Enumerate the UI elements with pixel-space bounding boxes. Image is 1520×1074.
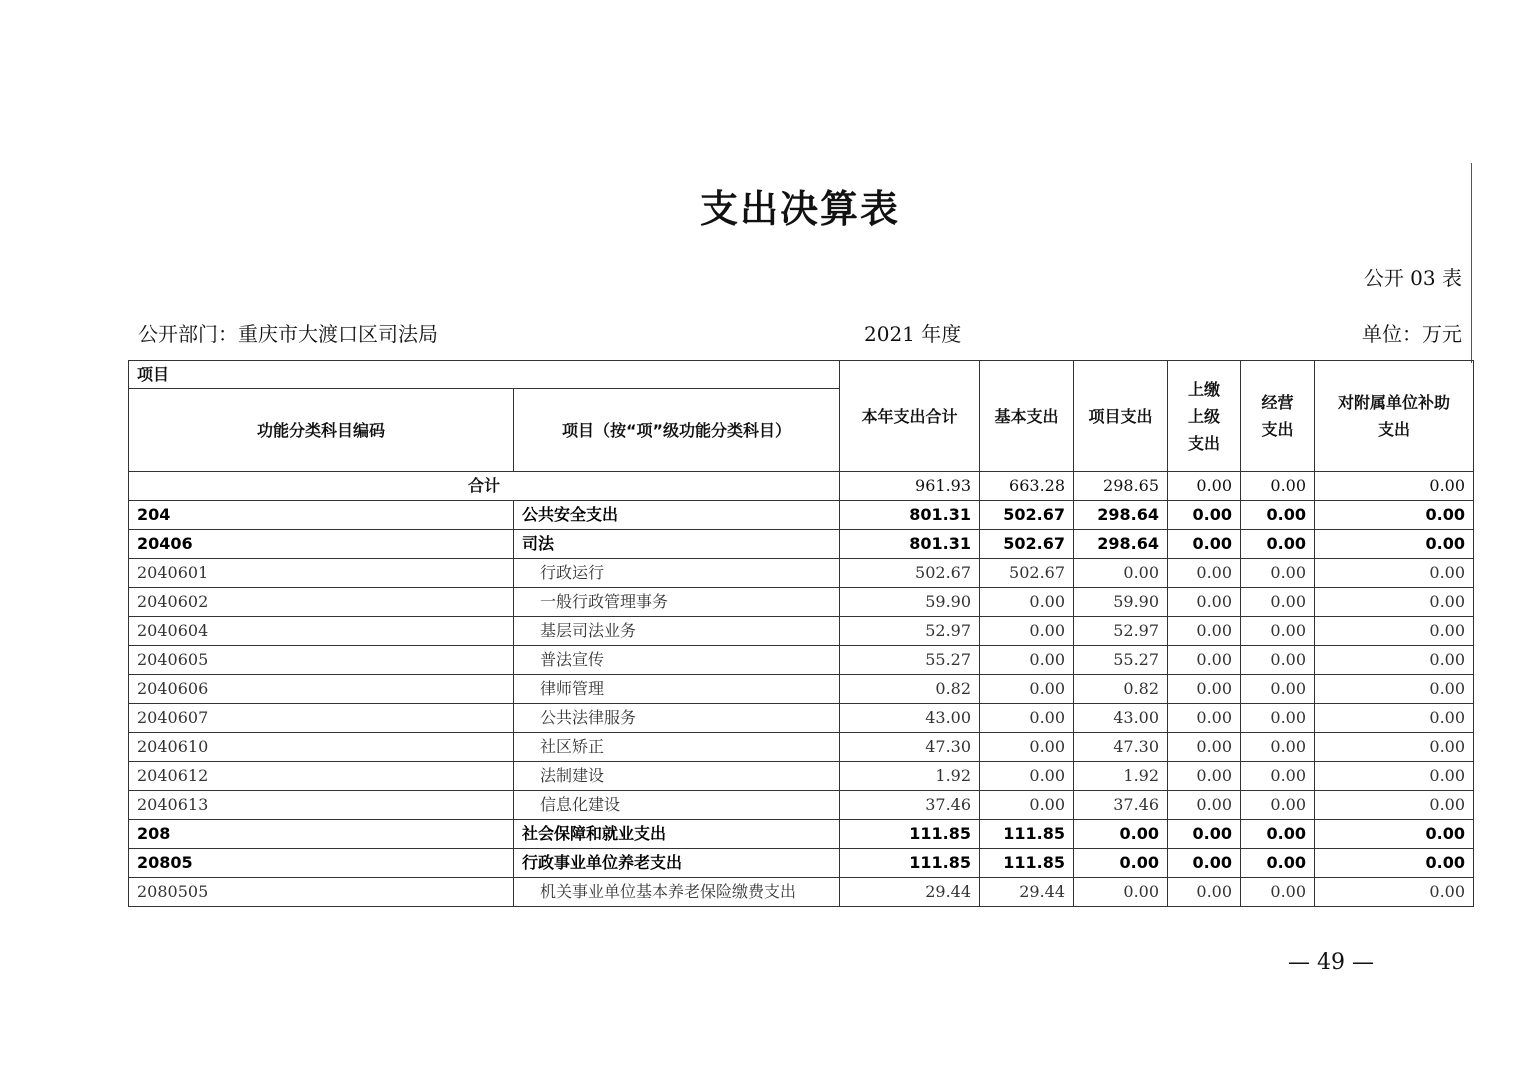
project-cell: 0.00 xyxy=(1074,878,1168,907)
project-cell: 0.00 xyxy=(1074,559,1168,588)
name-cell: 公共安全支出 xyxy=(514,501,840,530)
basic-cell: 663.28 xyxy=(980,472,1074,501)
page-edge-rule xyxy=(1471,163,1472,363)
total-cell: 47.30 xyxy=(840,733,980,762)
upper-cell: 0.00 xyxy=(1168,704,1241,733)
project-cell: 0.00 xyxy=(1074,820,1168,849)
name-cell: 基层司法业务 xyxy=(514,617,840,646)
total-row xyxy=(129,472,1474,501)
name-cell: 信息化建设 xyxy=(514,791,840,820)
project-cell: 47.30 xyxy=(1074,733,1168,762)
name-cell: 普法宣传 xyxy=(514,646,840,675)
code-cell: 208 xyxy=(129,820,514,849)
name-cell: 公共法律服务 xyxy=(514,704,840,733)
header-upper-remittance: 上缴 上级 支出 xyxy=(1168,361,1241,472)
table-row xyxy=(129,791,1474,820)
total-label: 合计 xyxy=(129,472,840,501)
operating-cell: 0.00 xyxy=(1241,588,1315,617)
basic-cell: 0.00 xyxy=(980,646,1074,675)
table-row xyxy=(129,878,1474,907)
upper-cell: 0.00 xyxy=(1168,472,1241,501)
operating-cell: 0.00 xyxy=(1241,849,1315,878)
code-cell: 2040605 xyxy=(129,646,514,675)
header-code: 功能分类科目编码 xyxy=(129,389,514,472)
subsidy-cell: 0.00 xyxy=(1315,849,1474,878)
upper-cell: 0.00 xyxy=(1168,878,1241,907)
table-row xyxy=(129,646,1474,675)
operating-cell: 0.00 xyxy=(1241,762,1315,791)
code-cell: 2040604 xyxy=(129,617,514,646)
project-cell: 298.65 xyxy=(1074,472,1168,501)
total-cell: 111.85 xyxy=(840,820,980,849)
basic-cell: 0.00 xyxy=(980,704,1074,733)
code-cell: 2040601 xyxy=(129,559,514,588)
table-row xyxy=(129,762,1474,791)
unit-label: 单位：万元 xyxy=(1362,322,1462,346)
basic-cell: 0.00 xyxy=(980,762,1074,791)
upper-cell: 0.00 xyxy=(1168,530,1241,559)
total-cell: 52.97 xyxy=(840,617,980,646)
project-cell: 52.97 xyxy=(1074,617,1168,646)
table-row xyxy=(129,530,1474,559)
basic-cell: 29.44 xyxy=(980,878,1074,907)
total-cell: 43.00 xyxy=(840,704,980,733)
code-cell: 204 xyxy=(129,501,514,530)
project-cell: 0.82 xyxy=(1074,675,1168,704)
basic-cell: 111.85 xyxy=(980,849,1074,878)
header-operating: 经营 支出 xyxy=(1241,361,1315,472)
code-cell: 2040610 xyxy=(129,733,514,762)
subsidy-cell: 0.00 xyxy=(1315,559,1474,588)
operating-cell: 0.00 xyxy=(1241,559,1315,588)
project-cell: 59.90 xyxy=(1074,588,1168,617)
header-project: 项目 xyxy=(129,361,840,389)
name-cell: 行政运行 xyxy=(514,559,840,588)
table-row xyxy=(129,559,1474,588)
upper-cell: 0.00 xyxy=(1168,617,1241,646)
name-cell: 机关事业单位基本养老保险缴费支出 xyxy=(514,878,840,907)
operating-cell: 0.00 xyxy=(1241,472,1315,501)
upper-cell: 0.00 xyxy=(1168,820,1241,849)
operating-cell: 0.00 xyxy=(1241,820,1315,849)
subsidy-cell: 0.00 xyxy=(1315,820,1474,849)
name-cell: 律师管理 xyxy=(514,675,840,704)
operating-cell: 0.00 xyxy=(1241,704,1315,733)
total-cell: 0.82 xyxy=(840,675,980,704)
subsidy-cell: 0.00 xyxy=(1315,762,1474,791)
name-cell: 社区矫正 xyxy=(514,733,840,762)
name-cell: 行政事业单位养老支出 xyxy=(514,849,840,878)
table-header xyxy=(129,361,1474,472)
basic-cell: 0.00 xyxy=(980,617,1074,646)
table-row xyxy=(129,501,1474,530)
basic-cell: 502.67 xyxy=(980,501,1074,530)
code-cell: 2040612 xyxy=(129,762,514,791)
code-cell: 20406 xyxy=(129,530,514,559)
subsidy-cell: 0.00 xyxy=(1315,646,1474,675)
subsidy-cell: 0.00 xyxy=(1315,733,1474,762)
subsidy-cell: 0.00 xyxy=(1315,530,1474,559)
project-cell: 298.64 xyxy=(1074,501,1168,530)
subsidy-cell: 0.00 xyxy=(1315,588,1474,617)
subsidy-cell: 0.00 xyxy=(1315,878,1474,907)
code-cell: 2040613 xyxy=(129,791,514,820)
table-row xyxy=(129,849,1474,878)
subsidy-cell: 0.00 xyxy=(1315,617,1474,646)
project-cell: 1.92 xyxy=(1074,762,1168,791)
code-cell: 20805 xyxy=(129,849,514,878)
table-row xyxy=(129,617,1474,646)
operating-cell: 0.00 xyxy=(1241,791,1315,820)
name-cell: 法制建设 xyxy=(514,762,840,791)
form-number: 公开 03 表 xyxy=(1363,266,1462,290)
header-project-expenditure: 项目支出 xyxy=(1074,361,1168,472)
subsidy-cell: 0.00 xyxy=(1315,675,1474,704)
operating-cell: 0.00 xyxy=(1241,617,1315,646)
code-cell: 2040602 xyxy=(129,588,514,617)
expenditure-table xyxy=(128,360,1474,907)
total-cell: 59.90 xyxy=(840,588,980,617)
subsidy-cell: 0.00 xyxy=(1315,472,1474,501)
header-name: 项目（按“项”级功能分类科目） xyxy=(514,389,840,472)
fiscal-year-label: 2021 年度 xyxy=(864,322,962,346)
header-subsidy: 对附属单位补助 支出 xyxy=(1315,361,1474,472)
upper-cell: 0.00 xyxy=(1168,733,1241,762)
subsidy-cell: 0.00 xyxy=(1315,791,1474,820)
name-cell: 一般行政管理事务 xyxy=(514,588,840,617)
operating-cell: 0.00 xyxy=(1241,675,1315,704)
table-body xyxy=(129,472,1474,907)
total-cell: 801.31 xyxy=(840,530,980,559)
subsidy-cell: 0.00 xyxy=(1315,501,1474,530)
page-title: 支出决算表 xyxy=(699,187,900,231)
project-cell: 37.46 xyxy=(1074,791,1168,820)
table-row xyxy=(129,733,1474,762)
upper-cell: 0.00 xyxy=(1168,791,1241,820)
total-cell: 55.27 xyxy=(840,646,980,675)
total-cell: 502.67 xyxy=(840,559,980,588)
operating-cell: 0.00 xyxy=(1241,530,1315,559)
name-cell: 社会保障和就业支出 xyxy=(514,820,840,849)
project-cell: 55.27 xyxy=(1074,646,1168,675)
table-row xyxy=(129,704,1474,733)
project-cell: 43.00 xyxy=(1074,704,1168,733)
header-basic: 基本支出 xyxy=(980,361,1074,472)
upper-cell: 0.00 xyxy=(1168,646,1241,675)
upper-cell: 0.00 xyxy=(1168,588,1241,617)
department-label: 公开部门：重庆市大渡口区司法局 xyxy=(138,322,438,346)
project-cell: 298.64 xyxy=(1074,530,1168,559)
upper-cell: 0.00 xyxy=(1168,849,1241,878)
project-cell: 0.00 xyxy=(1074,849,1168,878)
operating-cell: 0.00 xyxy=(1241,733,1315,762)
table-row xyxy=(129,588,1474,617)
upper-cell: 0.00 xyxy=(1168,501,1241,530)
header-total: 本年支出合计 xyxy=(840,361,980,472)
total-cell: 1.92 xyxy=(840,762,980,791)
operating-cell: 0.00 xyxy=(1241,878,1315,907)
basic-cell: 111.85 xyxy=(980,820,1074,849)
operating-cell: 0.00 xyxy=(1241,501,1315,530)
basic-cell: 0.00 xyxy=(980,733,1074,762)
total-cell: 37.46 xyxy=(840,791,980,820)
total-cell: 29.44 xyxy=(840,878,980,907)
total-cell: 801.31 xyxy=(840,501,980,530)
name-cell: 司法 xyxy=(514,530,840,559)
code-cell: 2040607 xyxy=(129,704,514,733)
operating-cell: 0.00 xyxy=(1241,646,1315,675)
subsidy-cell: 0.00 xyxy=(1315,704,1474,733)
basic-cell: 502.67 xyxy=(980,559,1074,588)
basic-cell: 0.00 xyxy=(980,588,1074,617)
upper-cell: 0.00 xyxy=(1168,559,1241,588)
basic-cell: 0.00 xyxy=(980,675,1074,704)
total-cell: 111.85 xyxy=(840,849,980,878)
code-cell: 2080505 xyxy=(129,878,514,907)
basic-cell: 0.00 xyxy=(980,791,1074,820)
total-cell: 961.93 xyxy=(840,472,980,501)
basic-cell: 502.67 xyxy=(980,530,1074,559)
table-row xyxy=(129,675,1474,704)
upper-cell: 0.00 xyxy=(1168,675,1241,704)
upper-cell: 0.00 xyxy=(1168,762,1241,791)
page-number: — 49 — xyxy=(1288,950,1374,975)
code-cell: 2040606 xyxy=(129,675,514,704)
table-row xyxy=(129,820,1474,849)
